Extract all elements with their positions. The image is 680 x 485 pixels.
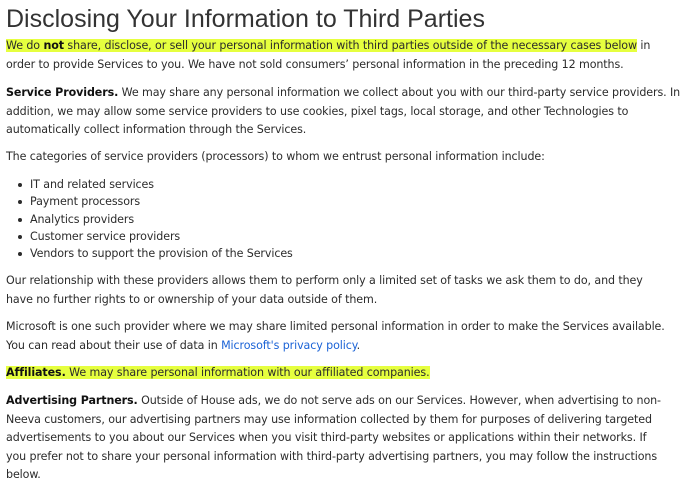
service-providers-paragraph: [6, 84, 680, 140]
microsoft-line-2-post: .: [356, 338, 361, 352]
intro-highlight: [6, 39, 637, 52]
advertising-partners-heading: Advertising Partners.: [6, 394, 138, 407]
advertising-line-5: below.: [6, 468, 41, 481]
bullet-icon: [18, 218, 22, 222]
microsoft-line-2-pre: You can read about their use of data in: [6, 338, 222, 352]
list-item-label: Payment processors: [30, 195, 141, 209]
bullet-icon: [18, 235, 22, 239]
advertising-line-2: Neeva customers, our advertising partners may use information collected by them for purposes of delivering targeted: [6, 412, 652, 426]
service-providers-line-3: automatically collect information through the Services.: [6, 123, 307, 136]
microsoft-paragraph: [6, 318, 665, 355]
intro-highlight-pre: We do: [6, 39, 44, 52]
intro-line-2: order to provide Services to you. We have not sold consumers’ personal information in the preceding 12 months.: [6, 57, 624, 71]
affiliates-paragraph: [6, 364, 640, 383]
service-provider-categories-list: [13, 176, 293, 262]
microsoft-line-2: [6, 337, 640, 356]
list-item-label: Vendors to support the provision of the Services: [30, 247, 293, 261]
intro-line-1: [6, 37, 651, 56]
list-item: [13, 176, 293, 193]
affiliates-text: We may share personal information with our affiliated companies.: [65, 366, 430, 379]
intro-tail: in: [636, 39, 651, 52]
list-item: [13, 211, 293, 228]
list-item: [13, 193, 293, 210]
categories-intro: [6, 148, 640, 167]
list-item-label: IT and related services: [30, 178, 154, 191]
page-title: Disclosing Your Information to Third Parties: [6, 5, 485, 33]
bullet-icon: [18, 200, 22, 204]
advertising-line-1: [6, 392, 661, 411]
service-providers-line-2: addition, we may allow some service providers to use cookies, pixel tags, local storage, and other Technologies to: [6, 104, 629, 118]
service-providers-line-1-text: We may share any personal information we collect about you with our third-party service providers. In: [118, 86, 680, 99]
relationship-paragraph: [6, 272, 643, 309]
affiliates-line: [6, 364, 640, 383]
relationship-line-1: Our relationship with these providers allows them to perform only a limited set of tasks we ask them to do, and they: [6, 274, 643, 287]
microsoft-privacy-policy-link[interactable]: Microsoft's privacy policy: [221, 338, 357, 352]
intro-not-emphasis: not: [43, 39, 64, 52]
microsoft-line-1: Microsoft is one such provider where we may share limited personal information in order to make the Services available.: [6, 320, 665, 333]
affiliates-heading: Affiliates.: [6, 366, 66, 379]
advertising-line-1-text: Outside of House ads, we do not serve ads on our Services. However, when advertising to non-: [137, 394, 661, 407]
list-item: [13, 245, 293, 262]
bullet-icon: [18, 183, 22, 187]
relationship-line-2: have no further rights to or ownership of your data outside of them.: [6, 292, 378, 306]
service-providers-heading: Service Providers.: [6, 86, 119, 99]
intro-highlight-post: share, disclose, or sell your personal information with third parties outside of the necessary cases below: [63, 39, 637, 52]
service-providers-line-1: [6, 84, 680, 103]
advertising-line-4: you prefer not to share your personal information with third-party advertising partners, you may follow the instructions: [6, 449, 658, 463]
intro-paragraph: [6, 37, 651, 74]
advertising-line-3: advertisements to you about our Services when you visit third-party websites or applications within their networks. If: [6, 431, 647, 444]
categories-intro-text: The categories of service providers (processors) to whom we entrust personal information include:: [6, 150, 545, 163]
bullet-icon: [18, 252, 22, 256]
list-item-label: Analytics providers: [30, 212, 135, 226]
list-item-label: Customer service providers: [30, 229, 181, 243]
advertising-partners-paragraph: [6, 392, 661, 485]
affiliates-highlight: [6, 366, 430, 379]
list-item: [13, 228, 293, 245]
